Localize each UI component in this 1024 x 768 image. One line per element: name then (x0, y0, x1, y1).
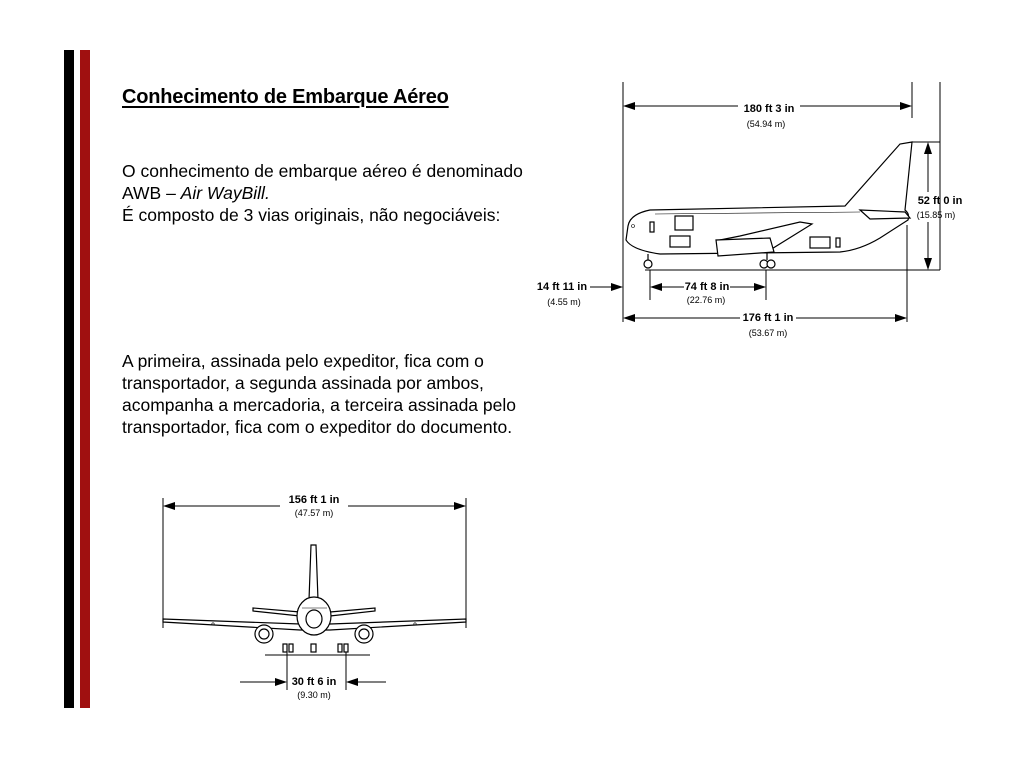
awb-expansion: Air WayBill. (180, 183, 270, 203)
copies-line-4: transportador, fica com o expeditor do documento. (122, 417, 513, 437)
intro-line-1: O conhecimento de embarque aéreo é denominado (122, 161, 523, 181)
wheelbase-label: 74 ft 8 in (684, 281, 730, 293)
height-metric: (15.85 m) (916, 210, 956, 220)
overall-length-metric: (54.94 m) (746, 119, 786, 129)
fuselage-length-label: 176 ft 1 in (742, 312, 794, 324)
copies-line-3: acompanha a mercadoria, a terceira assinada pelo (122, 395, 516, 415)
wingspan-metric: (47.57 m) (294, 508, 334, 518)
aircraft-side-view-diagram (530, 78, 963, 343)
slide-title: Conhecimento de Embarque Aéreo (122, 86, 449, 108)
overall-length-label: 180 ft 3 in (743, 103, 795, 115)
copies-line-1: A primeira, assinada pelo expeditor, fica com o (122, 351, 484, 371)
copies-line-2: transportador, a segunda assinada por ambos, (122, 373, 484, 393)
ground-clearance-metric: (4.55 m) (547, 297, 581, 307)
awb-label: AWB – (122, 183, 181, 203)
copies-paragraph (122, 350, 602, 438)
track-label: 30 ft 6 in (291, 676, 337, 688)
intro-paragraph (122, 160, 592, 226)
intro-line-3: É composto de 3 vias originais, não negociáveis: (122, 205, 501, 225)
aircraft-front-view-diagram (155, 490, 475, 705)
fuselage-length-metric: (53.67 m) (748, 328, 788, 338)
decorative-black-bar (64, 50, 74, 708)
ground-clearance-label: 14 ft 11 in (536, 281, 588, 293)
track-metric: (9.30 m) (297, 690, 331, 700)
height-label: 52 ft 0 in (917, 195, 963, 207)
intro-line-2 (122, 182, 592, 204)
wheelbase-metric: (22.76 m) (686, 295, 726, 305)
decorative-red-bar (80, 50, 90, 708)
wingspan-label: 156 ft 1 in (288, 494, 340, 506)
